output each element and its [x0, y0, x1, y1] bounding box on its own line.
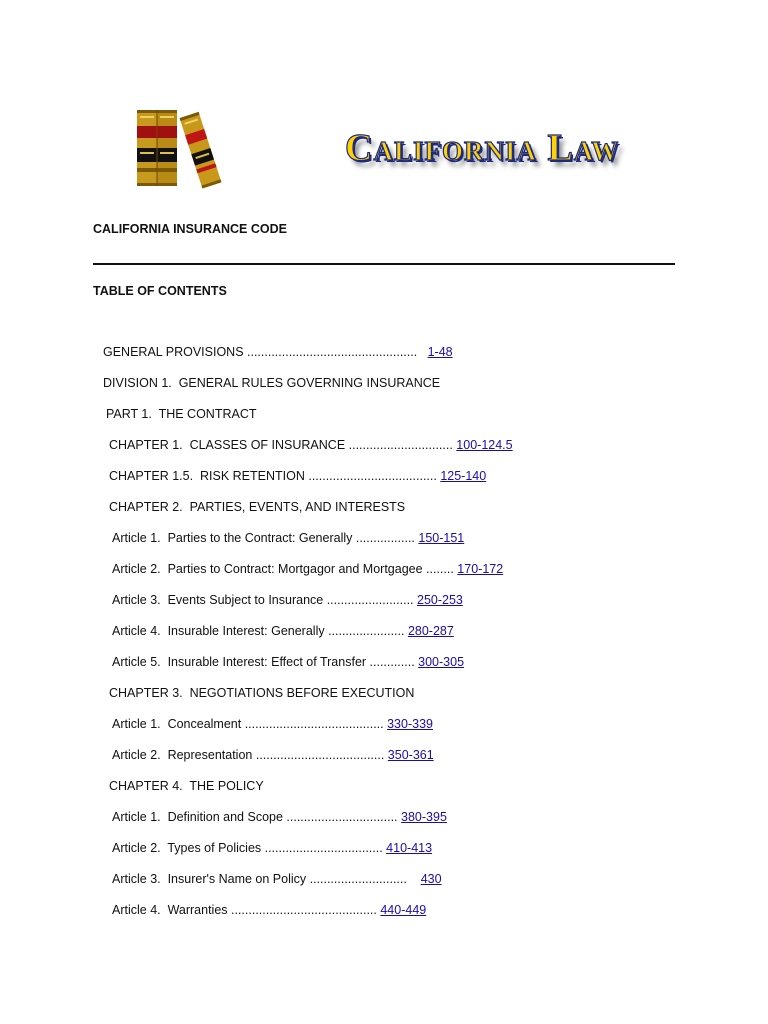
toc-entry-label: DIVISION 1. GENERAL RULES GOVERNING INSURANCE	[103, 376, 441, 390]
toc-entry-label: CHAPTER 1.5. RISK RETENTION .....................................	[109, 469, 441, 483]
toc-entry	[109, 500, 405, 514]
section-range-link[interactable]: 125-140	[440, 469, 487, 483]
toc-entry-label: Article 2. Parties to Contract: Mortgagor and Mortgagee ........	[112, 562, 458, 576]
toc-entry	[103, 376, 440, 390]
toc-entry-label: CHAPTER 2. PARTIES, EVENTS, AND INTERESTS	[109, 500, 406, 514]
toc-entry	[112, 655, 464, 669]
section-range-link[interactable]: 380-395	[401, 810, 447, 824]
toc-entry	[109, 686, 414, 700]
toc-entry-label: Article 4. Warranties ..........................................	[112, 903, 381, 917]
toc-entry	[112, 717, 433, 731]
toc-entry	[112, 810, 447, 824]
toc-entry	[112, 903, 426, 917]
section-range-link[interactable]: 330-339	[387, 717, 433, 731]
toc-entry-label: PART 1. THE CONTRACT	[106, 407, 257, 421]
toc-entry-label: CHAPTER 1. CLASSES OF INSURANCE ..............................	[109, 438, 457, 452]
toc-entry	[109, 779, 264, 793]
toc-entry	[109, 438, 513, 452]
toc-entry-label: Article 2. Types of Policies ..................................	[112, 841, 387, 855]
section-range-link[interactable]: 430	[420, 872, 442, 886]
toc-entry-label: GENERAL PROVISIONS .................................................	[103, 345, 428, 359]
section-range-link[interactable]: 300-305	[418, 655, 465, 669]
toc-entry	[112, 531, 464, 545]
california-law-logo: California Law	[345, 127, 620, 169]
toc-entry	[112, 593, 463, 607]
toc-entry-label: Article 4. Insurable Interest: Generally ......................	[112, 624, 408, 638]
toc-entry-label: Article 1. Parties to the Contract: Generally .................	[112, 531, 419, 545]
toc-entry-label: Article 3. Events Subject to Insurance .........................	[112, 593, 417, 607]
toc-entry	[112, 748, 434, 762]
section-range-link[interactable]: 410-413	[386, 841, 433, 855]
section-range-link[interactable]: 150-151	[418, 531, 465, 545]
section-range-link[interactable]: 100-124.5	[456, 438, 513, 452]
toc-heading: TABLE OF CONTENTS	[93, 284, 227, 298]
section-range-link[interactable]: 170-172	[457, 562, 504, 576]
toc-entry-label: CHAPTER 3. NEGOTIATIONS BEFORE EXECUTION	[109, 686, 415, 700]
toc-entry	[112, 562, 503, 576]
toc-entry	[112, 872, 442, 886]
toc-entry-label: Article 2. Representation .....................................	[112, 748, 388, 762]
section-range-link[interactable]: 440-449	[380, 903, 427, 917]
section-range-link[interactable]: 250-253	[417, 593, 463, 607]
toc-entry-label: Article 3. Insurer's Name on Policy ............................	[112, 872, 421, 886]
section-range-link[interactable]: 1-48	[427, 345, 453, 359]
toc-entry	[112, 624, 454, 638]
toc-entry	[106, 407, 257, 421]
toc-entry-label: Article 1. Concealment ........................................	[112, 717, 388, 731]
toc-entry-label: Article 1. Definition and Scope ................................	[112, 810, 402, 824]
section-range-link[interactable]: 350-361	[387, 748, 434, 762]
section-range-link[interactable]: 280-287	[407, 624, 454, 638]
toc-entry	[109, 469, 486, 483]
toc-entry-label: CHAPTER 4. THE POLICY	[109, 779, 264, 793]
toc-entry	[112, 841, 432, 855]
document-title: CALIFORNIA INSURANCE CODE	[93, 222, 287, 236]
toc-entry-label: Article 5. Insurable Interest: Effect of Transfer .............	[112, 655, 419, 669]
toc-entry	[103, 345, 453, 359]
